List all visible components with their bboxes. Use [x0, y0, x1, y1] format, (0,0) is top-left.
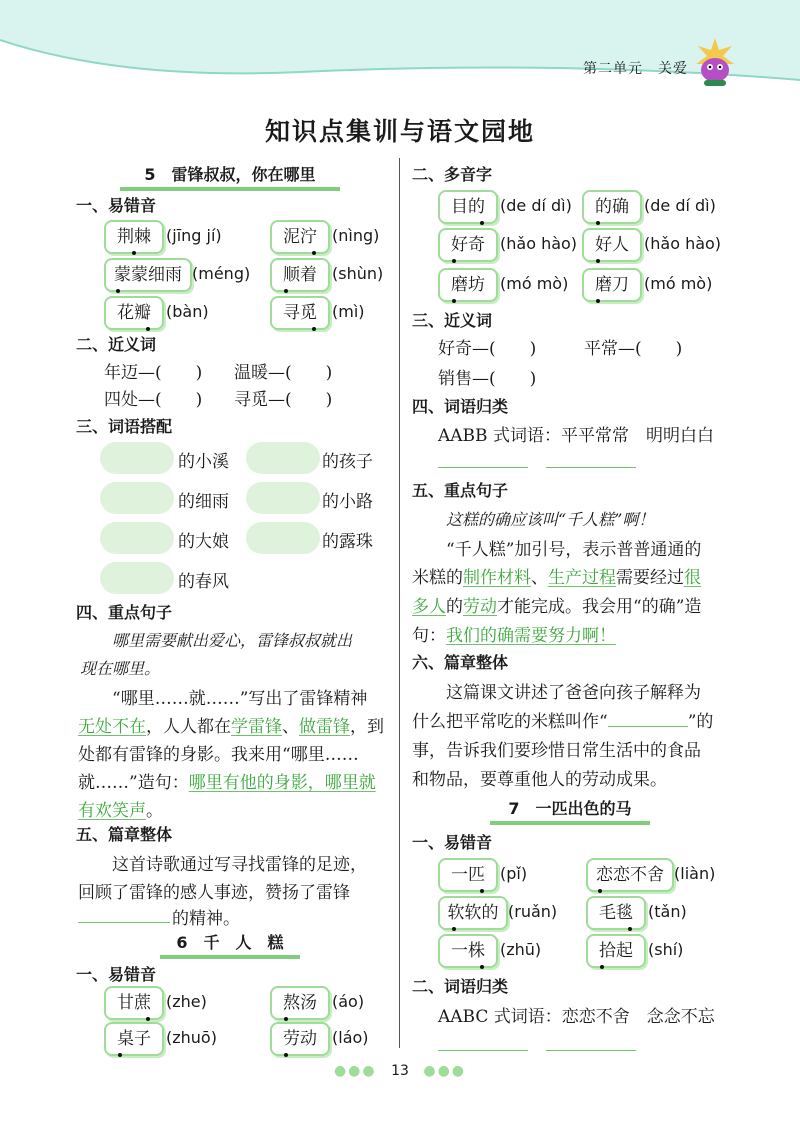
word: 荆棘	[117, 227, 151, 247]
synonym-item: 寻觅—( )	[234, 390, 333, 410]
word: 劳动	[283, 1029, 317, 1049]
word-box	[270, 296, 330, 330]
word: 好奇	[451, 235, 485, 255]
text: ，人人都在	[146, 717, 231, 737]
answer-blank	[608, 726, 688, 727]
emphasis-dot	[146, 327, 150, 331]
key-sentence: 哪里需要献出爱心，雷锋叔叔就出	[112, 631, 353, 650]
emphasis-dot	[146, 1017, 150, 1021]
synonym-item: 温暖—( )	[234, 363, 333, 383]
word-box	[270, 986, 330, 1020]
word: 寻觅	[283, 303, 317, 323]
emphasis-dot	[132, 251, 136, 255]
word-box	[270, 1022, 330, 1056]
analysis-line	[78, 712, 384, 737]
column-divider	[399, 158, 400, 1048]
emphasis-dot	[480, 965, 484, 969]
analysis-line	[78, 796, 163, 821]
answer-cloud	[246, 482, 320, 514]
pinyin: (méng)	[192, 264, 251, 283]
analysis-line	[78, 768, 376, 793]
emphasis-dot	[600, 965, 604, 969]
word: 磨刀	[595, 275, 629, 295]
summary-line: 回顾了雷锋的感人事迹，赞扬了雷锋	[78, 883, 350, 903]
word: 甘蔗	[117, 993, 151, 1013]
r-s5-title: 五、重点句子	[412, 481, 509, 500]
word-box	[104, 986, 164, 1020]
word-box	[586, 934, 646, 968]
word-box	[438, 190, 498, 224]
emphasis-dot	[116, 289, 120, 293]
word-box	[582, 190, 642, 224]
pinyin: (áo)	[332, 992, 365, 1011]
lesson-7-title	[490, 796, 650, 819]
highlight: 劳动	[463, 597, 497, 617]
highlight: 我们的确需要努力啊！	[446, 626, 616, 646]
emphasis-dot	[596, 221, 600, 225]
word-box	[104, 296, 164, 330]
pinyin: (hǎo hào)	[644, 234, 722, 253]
l5-s3-title: 三、词语搭配	[76, 417, 173, 436]
pinyin: (zhuō)	[166, 1028, 217, 1047]
title-underline	[490, 821, 650, 825]
pinyin: (bàn)	[166, 302, 209, 321]
summary-line	[412, 707, 713, 732]
title-underline	[120, 187, 340, 191]
answer-blank	[438, 467, 528, 468]
word-box	[438, 268, 498, 302]
answer-cloud	[100, 442, 174, 474]
text: 、	[531, 568, 548, 588]
word: 花瓣	[117, 303, 151, 323]
word-box	[438, 896, 508, 930]
pinyin: (láo)	[332, 1028, 369, 1047]
highlight: 制作材料	[463, 568, 531, 588]
l5-s4-title: 四、重点句子	[76, 603, 173, 622]
collocation-item: 的小路	[322, 492, 373, 512]
word-box	[582, 228, 642, 262]
r-s2-title: 二、多音字	[412, 165, 493, 184]
l7-s2-title: 二、词语归类	[412, 977, 509, 996]
mascot-icon	[692, 36, 738, 88]
word-box	[104, 1022, 164, 1056]
classify-line: AABB 式词语：平平常常 明明白白	[438, 426, 714, 446]
pinyin: (mó mò)	[500, 274, 569, 293]
text: 什么把平常吃的米糕叫作“	[412, 712, 608, 732]
r-s4-title: 四、词语归类	[412, 397, 509, 416]
collocation-item: 的孩子	[322, 452, 373, 472]
answer-cloud	[100, 522, 174, 554]
highlight: 多人	[412, 597, 446, 617]
collocation-item: 的细雨	[178, 492, 229, 512]
word-box	[582, 268, 642, 302]
pinyin: (zhū)	[500, 940, 542, 959]
pinyin: (jīng jí)	[166, 226, 222, 245]
pinyin: (shùn)	[332, 264, 384, 283]
lesson-6-title-text: 6 千 人 糕	[176, 933, 284, 952]
emphasis-dot	[480, 889, 484, 893]
text: 需要经过	[616, 568, 684, 588]
word: 磨坊	[451, 275, 485, 295]
word: 一匹	[451, 865, 485, 885]
pinyin: (zhe)	[166, 992, 207, 1011]
answer-cloud	[100, 562, 174, 594]
analysis-line: “千人糕”加引号，表示普普通通的	[446, 540, 702, 560]
text: 米糕的	[412, 568, 463, 588]
highlight: 学雷锋	[231, 717, 282, 737]
pinyin: (nìng)	[332, 226, 380, 245]
answer-cloud	[246, 442, 320, 474]
analysis-line: 处都有雷锋的身影。我来用“哪里……	[78, 745, 359, 765]
title-underline	[160, 955, 300, 959]
text: ，到	[350, 717, 384, 737]
classify-line: AABC 式词语：恋恋不舍 念念不忘	[438, 1007, 715, 1027]
pinyin: (tǎn)	[648, 902, 687, 921]
l5-s5-title: 五、篇章整体	[76, 825, 173, 844]
emphasis-dot	[118, 1053, 122, 1057]
page-number: 13	[391, 1063, 409, 1079]
lesson-6-title	[160, 930, 300, 953]
text: 才能完成。我会用“的确”造	[497, 597, 702, 617]
text: 句：	[412, 626, 446, 646]
word: 的确	[595, 197, 629, 217]
answer-cloud	[100, 482, 174, 514]
synonym-item: 平常—( )	[584, 339, 683, 359]
page-title: 知识点集训与语文园地	[264, 117, 535, 146]
key-sentence: 这糕的确应该叫“千人糕”啊！	[446, 510, 655, 529]
lesson-5-title-text: 5 雷锋叔叔，你在哪里	[144, 165, 316, 184]
pinyin: (ruǎn)	[508, 902, 558, 921]
highlight: 无处不在	[78, 717, 146, 737]
pinyin: (mì)	[332, 302, 365, 321]
lesson-7-title-text: 7 一匹出色的马	[508, 799, 632, 818]
word-box	[438, 858, 498, 892]
text: 、	[282, 717, 299, 737]
word-box	[438, 228, 498, 262]
analysis-line: “哪里……就……”写出了雷锋精神	[112, 689, 368, 709]
word-box	[104, 258, 192, 292]
collocation-item: 的露珠	[322, 532, 373, 552]
highlight: 做雷锋	[299, 717, 350, 737]
pinyin: (liàn)	[674, 864, 716, 883]
synonym-item: 销售—( )	[438, 369, 537, 389]
word: 一株	[451, 941, 485, 961]
summary-line: 和物品，要尊重他人的劳动成果。	[412, 770, 667, 790]
l5-s2-title: 二、近义词	[76, 335, 157, 354]
pinyin: (hǎo hào)	[500, 234, 578, 253]
analysis-line	[412, 621, 616, 646]
synonym-item: 好奇—( )	[438, 339, 537, 359]
footer-dots-right: ●●●	[423, 1063, 467, 1079]
emphasis-dot	[452, 299, 456, 303]
emphasis-dot	[452, 259, 456, 263]
word-box	[270, 220, 330, 254]
emphasis-dot	[284, 1053, 288, 1057]
word: 目的	[451, 197, 485, 217]
pinyin: (de dí dì)	[500, 196, 572, 215]
emphasis-dot	[284, 1017, 288, 1021]
summary-line: 这篇课文讲述了爸爸向孩子解释为	[446, 683, 701, 703]
analysis-line	[412, 563, 701, 588]
highlight: 很	[684, 568, 701, 588]
word: 泥泞	[283, 227, 317, 247]
emphasis-dot	[284, 289, 288, 293]
summary-line: 的精神。	[172, 909, 240, 929]
l7-s1-title: 一、易错音	[412, 833, 493, 852]
highlight: 有欢笑声	[78, 801, 146, 821]
text: 。	[146, 801, 163, 821]
collocation-item: 的春风	[178, 572, 229, 592]
word: 好人	[595, 235, 629, 255]
word: 拾起	[599, 941, 633, 961]
answer-blank	[438, 1050, 528, 1051]
answer-cloud	[246, 522, 320, 554]
unit-label: 第二单元 关爱	[583, 61, 688, 77]
analysis-line	[412, 592, 701, 617]
emphasis-dot	[598, 889, 602, 893]
word: 顺着	[283, 265, 317, 285]
text: 就……”造句：	[78, 773, 189, 793]
key-sentence-cont: 现在哪里。	[80, 659, 161, 678]
pinyin: (shí)	[648, 940, 684, 959]
emphasis-dot	[452, 927, 456, 931]
word-box	[586, 858, 674, 892]
answer-blank	[546, 1050, 636, 1051]
synonym-item: 年迈—( )	[104, 363, 203, 383]
word-box	[438, 934, 498, 968]
synonym-item: 四处—( )	[104, 390, 203, 410]
summary-line: 这首诗歌通过写寻找雷锋的足迹，	[112, 855, 367, 875]
emphasis-dot	[628, 927, 632, 931]
word: 毛毯	[599, 903, 633, 923]
pinyin: (pǐ)	[500, 864, 528, 883]
emphasis-dot	[596, 299, 600, 303]
lesson-5-title	[120, 162, 340, 185]
text: 的	[446, 597, 463, 617]
word: 恋恋不舍	[596, 865, 664, 885]
word: 熬汤	[283, 993, 317, 1013]
page-footer	[0, 1063, 800, 1079]
header-band	[0, 0, 800, 95]
r-s6-title: 六、篇章整体	[412, 653, 509, 672]
collocation-item: 的小溪	[178, 452, 229, 472]
footer-dots-left: ●●●	[333, 1063, 377, 1079]
emphasis-dot	[596, 259, 600, 263]
r-s3-title: 三、近义词	[412, 311, 493, 330]
word-box	[270, 258, 330, 292]
pinyin: (mó mò)	[644, 274, 713, 293]
summary-line: 事，告诉我们要珍惜日常生活中的食品	[412, 741, 701, 761]
pinyin: (de dí dì)	[644, 196, 716, 215]
l6-s1-title: 一、易错音	[76, 965, 157, 984]
answer-blank	[78, 922, 170, 923]
word-box	[586, 896, 646, 930]
emphasis-dot	[480, 221, 484, 225]
word: 桌子	[117, 1029, 151, 1049]
l5-s1-title: 一、易错音	[76, 196, 157, 215]
highlight: 哪里有他的身影，哪里就	[188, 773, 376, 793]
highlight: 生产过程	[548, 568, 616, 588]
word: 软软的	[447, 903, 499, 923]
emphasis-dot	[312, 251, 316, 255]
word-box	[104, 220, 164, 254]
word: 蒙蒙细雨	[114, 265, 182, 285]
collocation-item: 的大娘	[178, 532, 229, 552]
answer-blank	[546, 467, 636, 468]
text: ”的	[687, 712, 714, 732]
emphasis-dot	[312, 327, 316, 331]
